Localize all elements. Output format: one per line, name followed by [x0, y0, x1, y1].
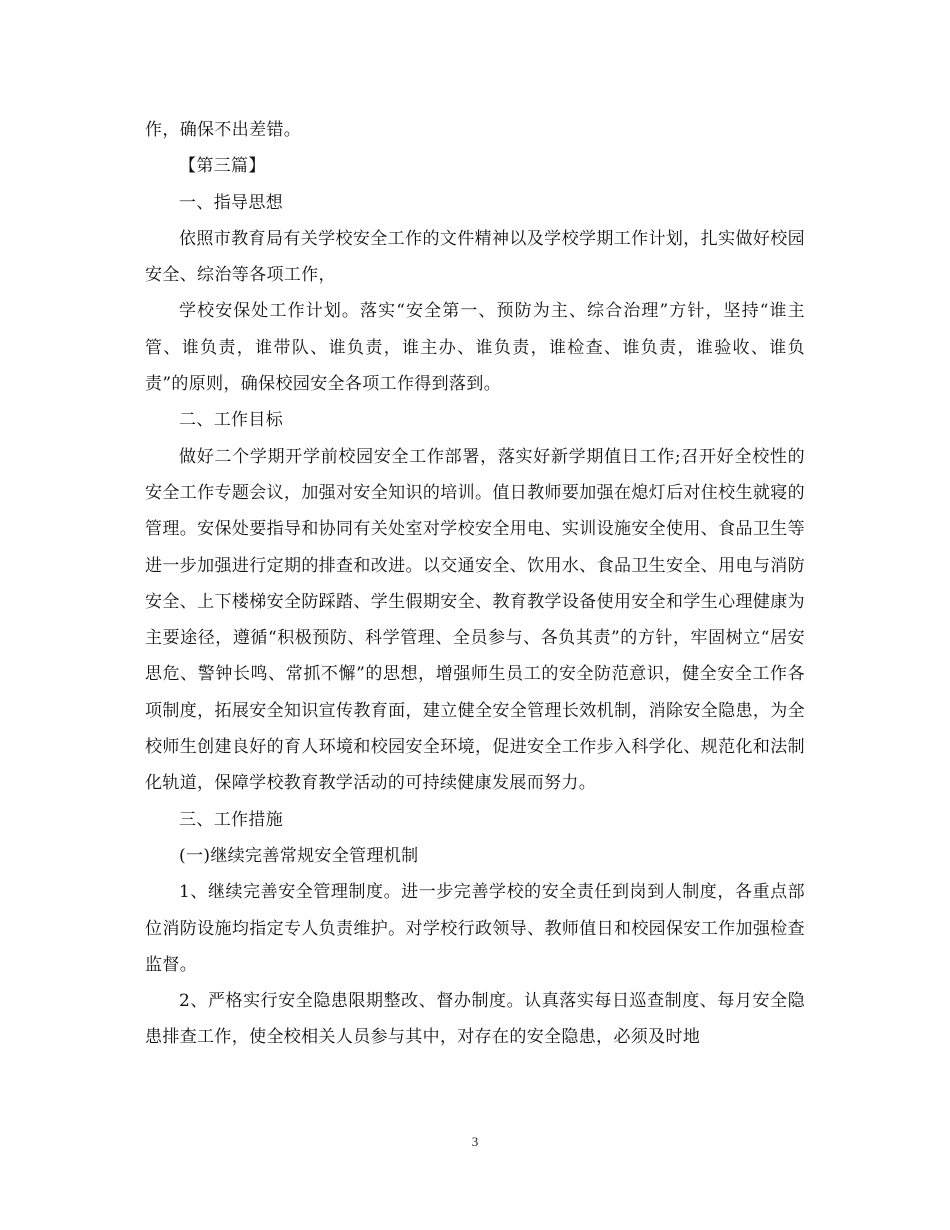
paragraph: 依照市教育局有关学校安全工作的文件精神以及学校学期工作计划，扎实做好校园安全、综治等各项工作，: [145, 228, 805, 286]
page-number: 3: [471, 1134, 479, 1149]
document-body: [145, 112, 805, 1056]
heading: 二、工作目标: [179, 410, 284, 431]
paragraph: 1、继续完善安全管理制度。进一步完善学校的安全责任到岗到人制度，各重点部位消防设施均指定专人负责维护。对学校行政领导、教师值日和校园保安工作加强检查监督。: [145, 882, 805, 975]
paragraph: 学校安保处工作计划。落实“安全第一、预防为主、综合治理”方针，坚持“谁主管、谁负责，谁带队、谁负责，谁主办、谁负责，谁检查、谁负责，谁验收、谁负责”的原则，确保校园安全各项工作得到落到。: [145, 301, 805, 395]
paragraph: 做好二个学期开学前校园安全工作部署，落实好新学期值日工作;召开好全校性的安全工作专题会议，加强对安全知识的培训。值日教师要加强在熄灯后对住校生就寝的管理。安保处要指导和协同有关处室对学校安全用电、实训设施安全使用、食品卫生等进一步加强进行定期的排查和改进。以交通安全、饮用水、食品卫生安全、用电与消防安全、上下楼梯安全防踩踏、学生假期安全、教育教学设备使用安全和学生心理健康为主要途径，遵循“积极预防、科学管理、全员参与、各负其责”的方针，牢固树立“居安思危、警钟长鸣、常抓不懈”的思想，增强师生员工的安全防范意识，健全安全工作各项制度，拓展安全知识宣传教育面，建立健全安全管理长效机制，消除安全隐患，为全校师生创建良好的育人环境和校园安全环境，促进安全工作步入科学化、规范化和法制化轨道，保障学校教育教学活动的可持续健康发展而努力。: [145, 446, 805, 794]
paragraph: 作，确保不出差错。: [145, 120, 302, 140]
subheading: (一)继续完善常规安全管理机制: [179, 845, 419, 866]
heading: 三、工作措施: [179, 809, 284, 830]
section-title: 【第三篇】: [179, 156, 266, 177]
paragraph: 2、严格实行安全隐患限期整改、督办制度。认真落实每日巡查制度、每月安全隐患排查工作，使全校相关人员参与其中，对存在的安全隐患，必须及时地: [145, 991, 805, 1048]
heading: 一、指导思想: [179, 192, 284, 213]
